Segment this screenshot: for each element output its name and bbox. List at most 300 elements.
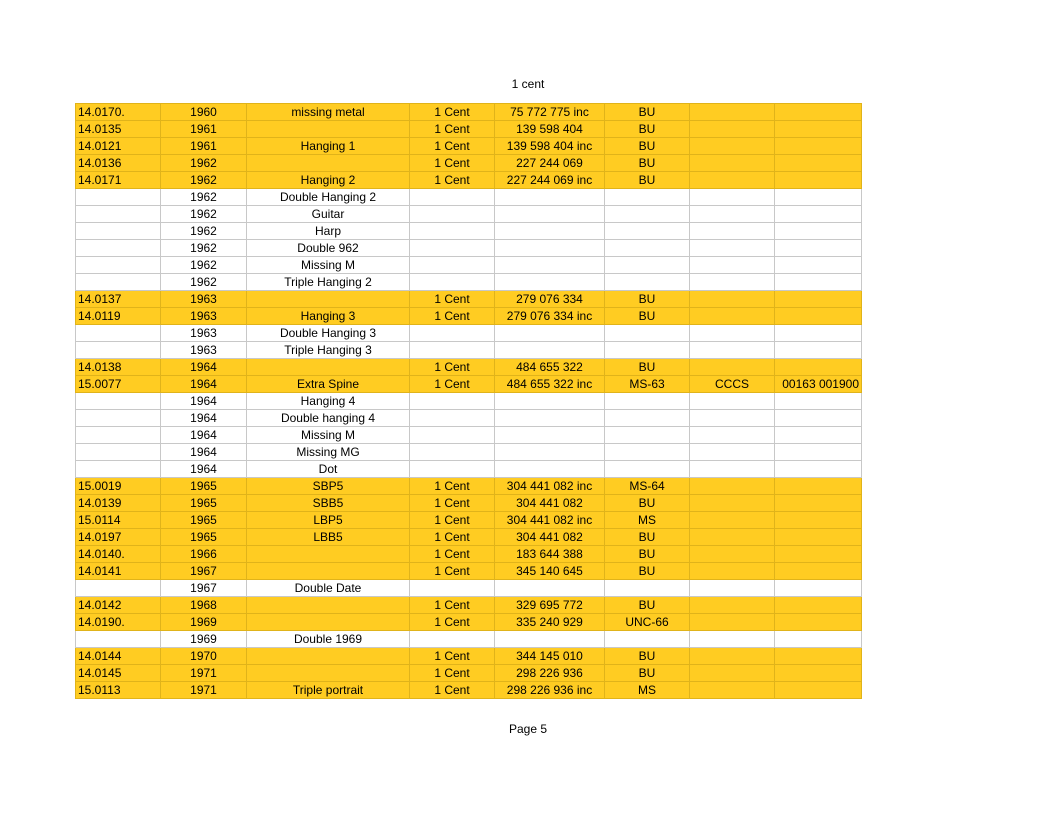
cert-number-cell [775,478,862,495]
catalog-number-cell: 14.0138 [76,359,161,376]
grade-cell: BU [605,104,690,121]
cert-number-cell [775,410,862,427]
grade-cell: BU [605,665,690,682]
catalog-number-cell: 15.0019 [76,478,161,495]
grader-cell [690,631,775,648]
catalog-number-cell: 14.0170. [76,104,161,121]
year-cell: 1964 [161,444,247,461]
denomination-cell [410,206,495,223]
year-cell: 1962 [161,172,247,189]
denomination-cell [410,325,495,342]
grade-cell: MS [605,512,690,529]
cert-number-cell [775,172,862,189]
variety-cell: Guitar [247,206,410,223]
catalog-number-cell: 14.0136 [76,155,161,172]
denomination-cell [410,189,495,206]
year-cell: 1965 [161,495,247,512]
mintage-cell [495,461,605,478]
catalog-number-cell [76,631,161,648]
cert-number-cell [775,359,862,376]
year-cell: 1962 [161,155,247,172]
variety-cell: Double 1969 [247,631,410,648]
mintage-cell: 335 240 929 [495,614,605,631]
table-row [76,359,862,376]
mintage-cell: 304 441 082 [495,529,605,546]
mintage-cell [495,444,605,461]
grader-cell [690,682,775,699]
year-cell: 1963 [161,342,247,359]
denomination-cell: 1 Cent [410,682,495,699]
catalog-number-cell [76,461,161,478]
grader-cell [690,444,775,461]
mintage-cell: 345 140 645 [495,563,605,580]
cert-number-cell [775,308,862,325]
mintage-cell: 227 244 069 [495,155,605,172]
variety-cell: Double 962 [247,240,410,257]
grade-cell: MS-63 [605,376,690,393]
denomination-cell [410,410,495,427]
variety-cell: Hanging 1 [247,138,410,155]
cert-number-cell [775,342,862,359]
mintage-cell [495,240,605,257]
grade-cell: BU [605,648,690,665]
table-row [76,563,862,580]
cert-number-cell [775,461,862,478]
grade-cell [605,240,690,257]
grader-cell [690,206,775,223]
catalog-number-cell: 14.0137 [76,291,161,308]
variety-cell: missing metal [247,104,410,121]
table-row [76,597,862,614]
table-row [76,291,862,308]
year-cell: 1961 [161,138,247,155]
grade-cell: BU [605,172,690,189]
catalog-number-cell: 14.0140. [76,546,161,563]
grader-cell [690,325,775,342]
denomination-cell [410,274,495,291]
grade-cell: BU [605,597,690,614]
denomination-cell [410,342,495,359]
grader-cell [690,274,775,291]
year-cell: 1960 [161,104,247,121]
grade-cell: MS-64 [605,478,690,495]
table-row [76,410,862,427]
year-cell: 1961 [161,121,247,138]
year-cell: 1963 [161,325,247,342]
mintage-cell: 75 772 775 inc [495,104,605,121]
table-row [76,495,862,512]
table-row [76,240,862,257]
variety-cell [247,291,410,308]
table-row [76,325,862,342]
grade-cell: BU [605,359,690,376]
mintage-cell: 279 076 334 [495,291,605,308]
grade-cell [605,427,690,444]
table-row [76,580,862,597]
table-row [76,478,862,495]
catalog-number-cell [76,580,161,597]
denomination-cell [410,223,495,240]
mintage-cell: 329 695 772 [495,597,605,614]
cert-number-cell [775,121,862,138]
year-cell: 1962 [161,189,247,206]
mintage-cell: 304 441 082 inc [495,512,605,529]
mintage-cell: 304 441 082 [495,495,605,512]
denomination-cell: 1 Cent [410,614,495,631]
table-row [76,529,862,546]
cert-number-cell [775,393,862,410]
catalog-number-cell [76,393,161,410]
denomination-cell: 1 Cent [410,138,495,155]
year-cell: 1962 [161,240,247,257]
catalog-number-cell [76,240,161,257]
catalog-number-cell [76,410,161,427]
catalog-number-cell: 14.0144 [76,648,161,665]
table-row [76,376,862,393]
mintage-cell [495,206,605,223]
grader-cell [690,121,775,138]
year-cell: 1964 [161,376,247,393]
cert-number-cell [775,206,862,223]
variety-cell: Missing MG [247,444,410,461]
grader-cell [690,393,775,410]
mintage-cell: 279 076 334 inc [495,308,605,325]
cert-number-cell [775,563,862,580]
mintage-cell: 344 145 010 [495,648,605,665]
year-cell: 1971 [161,665,247,682]
variety-cell: Missing M [247,257,410,274]
denomination-cell [410,240,495,257]
variety-cell [247,155,410,172]
variety-cell: Triple Hanging 3 [247,342,410,359]
grader-cell [690,104,775,121]
variety-cell: Hanging 3 [247,308,410,325]
year-cell: 1964 [161,461,247,478]
mintage-cell [495,410,605,427]
grader-cell [690,495,775,512]
grade-cell: BU [605,291,690,308]
catalog-number-cell [76,189,161,206]
grade-cell: BU [605,308,690,325]
grade-cell [605,257,690,274]
table-row [76,308,862,325]
cert-number-cell [775,546,862,563]
table-row [76,104,862,121]
year-cell: 1967 [161,563,247,580]
denomination-cell: 1 Cent [410,172,495,189]
table-row [76,648,862,665]
variety-cell: Harp [247,223,410,240]
variety-cell: SBB5 [247,495,410,512]
grade-cell [605,393,690,410]
table-row [76,461,862,478]
denomination-cell: 1 Cent [410,376,495,393]
cert-number-cell [775,682,862,699]
grade-cell [605,223,690,240]
cert-number-cell [775,512,862,529]
grader-cell [690,597,775,614]
denomination-cell: 1 Cent [410,291,495,308]
denomination-cell: 1 Cent [410,648,495,665]
grader-cell [690,614,775,631]
mintage-cell [495,393,605,410]
table-row [76,631,862,648]
variety-cell [247,614,410,631]
table-row [76,257,862,274]
variety-cell [247,597,410,614]
mintage-cell [495,325,605,342]
grade-cell [605,461,690,478]
year-cell: 1963 [161,291,247,308]
grade-cell [605,189,690,206]
catalog-number-cell [76,274,161,291]
grader-cell [690,223,775,240]
catalog-number-cell: 14.0141 [76,563,161,580]
variety-cell [247,563,410,580]
table-body [76,104,862,699]
table-row [76,512,862,529]
catalog-number-cell: 14.0121 [76,138,161,155]
variety-cell [247,359,410,376]
catalog-number-cell [76,223,161,240]
denomination-cell: 1 Cent [410,104,495,121]
cert-number-cell [775,427,862,444]
variety-cell: Hanging 4 [247,393,410,410]
cert-number-cell [775,631,862,648]
table-row [76,155,862,172]
cert-number-cell [775,274,862,291]
denomination-cell: 1 Cent [410,665,495,682]
table-row [76,274,862,291]
year-cell: 1965 [161,529,247,546]
cert-number-cell [775,138,862,155]
year-cell: 1962 [161,257,247,274]
cert-number-cell [775,665,862,682]
denomination-cell [410,580,495,597]
mintage-cell [495,580,605,597]
catalog-number-cell: 14.0142 [76,597,161,614]
grader-cell: CCCS [690,376,775,393]
mintage-cell: 227 244 069 inc [495,172,605,189]
grade-cell: BU [605,138,690,155]
mintage-cell: 298 226 936 inc [495,682,605,699]
catalog-number-cell: 14.0145 [76,665,161,682]
variety-cell: LBB5 [247,529,410,546]
denomination-cell [410,444,495,461]
year-cell: 1964 [161,427,247,444]
grade-cell [605,342,690,359]
denomination-cell: 1 Cent [410,121,495,138]
mintage-cell: 298 226 936 [495,665,605,682]
catalog-number-cell: 14.0135 [76,121,161,138]
catalog-number-cell [76,342,161,359]
grader-cell [690,665,775,682]
grade-cell: BU [605,529,690,546]
denomination-cell: 1 Cent [410,308,495,325]
year-cell: 1962 [161,223,247,240]
cert-number-cell [775,189,862,206]
denomination-cell [410,427,495,444]
grade-cell: BU [605,495,690,512]
grader-cell [690,478,775,495]
year-cell: 1963 [161,308,247,325]
grader-cell [690,138,775,155]
cert-number-cell [775,240,862,257]
mintage-cell: 304 441 082 inc [495,478,605,495]
denomination-cell [410,393,495,410]
grade-cell [605,325,690,342]
page-number: Page 5 [508,722,548,736]
grade-cell: BU [605,155,690,172]
grader-cell [690,172,775,189]
variety-cell: Missing M [247,427,410,444]
mintage-cell: 484 655 322 [495,359,605,376]
year-cell: 1970 [161,648,247,665]
catalog-number-cell [76,427,161,444]
table-row [76,393,862,410]
cert-number-cell [775,614,862,631]
variety-cell: Double Hanging 3 [247,325,410,342]
year-cell: 1965 [161,478,247,495]
year-cell: 1969 [161,631,247,648]
grader-cell [690,563,775,580]
grader-cell [690,512,775,529]
year-cell: 1962 [161,206,247,223]
grade-cell: BU [605,546,690,563]
table-row [76,121,862,138]
mintage-cell [495,342,605,359]
mintage-cell: 484 655 322 inc [495,376,605,393]
grader-cell [690,410,775,427]
cert-number-cell [775,155,862,172]
table-row [76,342,862,359]
table-row [76,189,862,206]
variety-cell [247,665,410,682]
year-cell: 1968 [161,597,247,614]
cert-number-cell [775,325,862,342]
year-cell: 1966 [161,546,247,563]
catalog-number-cell: 15.0114 [76,512,161,529]
cert-number-cell [775,291,862,308]
catalog-number-cell: 14.0171 [76,172,161,189]
table-row [76,206,862,223]
denomination-cell: 1 Cent [410,546,495,563]
grader-cell [690,529,775,546]
grader-cell [690,155,775,172]
denomination-cell [410,461,495,478]
table-row [76,665,862,682]
variety-cell: Double Hanging 2 [247,189,410,206]
coin-table [75,103,862,699]
table-row [76,172,862,189]
table-row [76,546,862,563]
grader-cell [690,240,775,257]
denomination-cell: 1 Cent [410,495,495,512]
cert-number-cell [775,648,862,665]
mintage-cell: 183 644 388 [495,546,605,563]
variety-cell: Hanging 2 [247,172,410,189]
cert-number-cell: 00163 001900 [775,376,862,393]
table-row [76,444,862,461]
mintage-cell [495,631,605,648]
variety-cell: Double hanging 4 [247,410,410,427]
grader-cell [690,257,775,274]
catalog-number-cell: 14.0119 [76,308,161,325]
catalog-number-cell: 15.0113 [76,682,161,699]
mintage-cell [495,274,605,291]
variety-cell [247,121,410,138]
grader-cell [690,461,775,478]
table-row [76,138,862,155]
year-cell: 1971 [161,682,247,699]
year-cell: 1967 [161,580,247,597]
cert-number-cell [775,580,862,597]
variety-cell: LBP5 [247,512,410,529]
denomination-cell: 1 Cent [410,529,495,546]
denomination-cell: 1 Cent [410,155,495,172]
mintage-cell [495,189,605,206]
variety-cell: SBP5 [247,478,410,495]
denomination-cell [410,257,495,274]
cert-number-cell [775,495,862,512]
cert-number-cell [775,529,862,546]
grade-cell [605,444,690,461]
catalog-number-cell [76,206,161,223]
table-row [76,427,862,444]
year-cell: 1965 [161,512,247,529]
mintage-cell: 139 598 404 [495,121,605,138]
cert-number-cell [775,597,862,614]
grade-cell [605,410,690,427]
grader-cell [690,648,775,665]
mintage-cell [495,257,605,274]
denomination-cell: 1 Cent [410,563,495,580]
variety-cell: Triple Hanging 2 [247,274,410,291]
denomination-cell: 1 Cent [410,359,495,376]
table-row [76,614,862,631]
catalog-number-cell: 14.0197 [76,529,161,546]
denomination-cell: 1 Cent [410,512,495,529]
variety-cell: Double Date [247,580,410,597]
variety-cell: Triple portrait [247,682,410,699]
grade-cell [605,580,690,597]
grader-cell [690,359,775,376]
grade-cell [605,631,690,648]
grader-cell [690,342,775,359]
grader-cell [690,546,775,563]
catalog-number-cell: 14.0190. [76,614,161,631]
grade-cell: MS [605,682,690,699]
grade-cell [605,274,690,291]
variety-cell: Extra Spine [247,376,410,393]
catalog-number-cell [76,444,161,461]
cert-number-cell [775,223,862,240]
catalog-number-cell [76,257,161,274]
year-cell: 1964 [161,393,247,410]
table-row [76,223,862,240]
denomination-cell: 1 Cent [410,597,495,614]
denomination-cell: 1 Cent [410,478,495,495]
cert-number-cell [775,257,862,274]
grade-cell: UNC-66 [605,614,690,631]
mintage-cell [495,427,605,444]
grader-cell [690,427,775,444]
catalog-number-cell: 14.0139 [76,495,161,512]
year-cell: 1962 [161,274,247,291]
grader-cell [690,189,775,206]
denomination-cell [410,631,495,648]
catalog-number-cell [76,325,161,342]
